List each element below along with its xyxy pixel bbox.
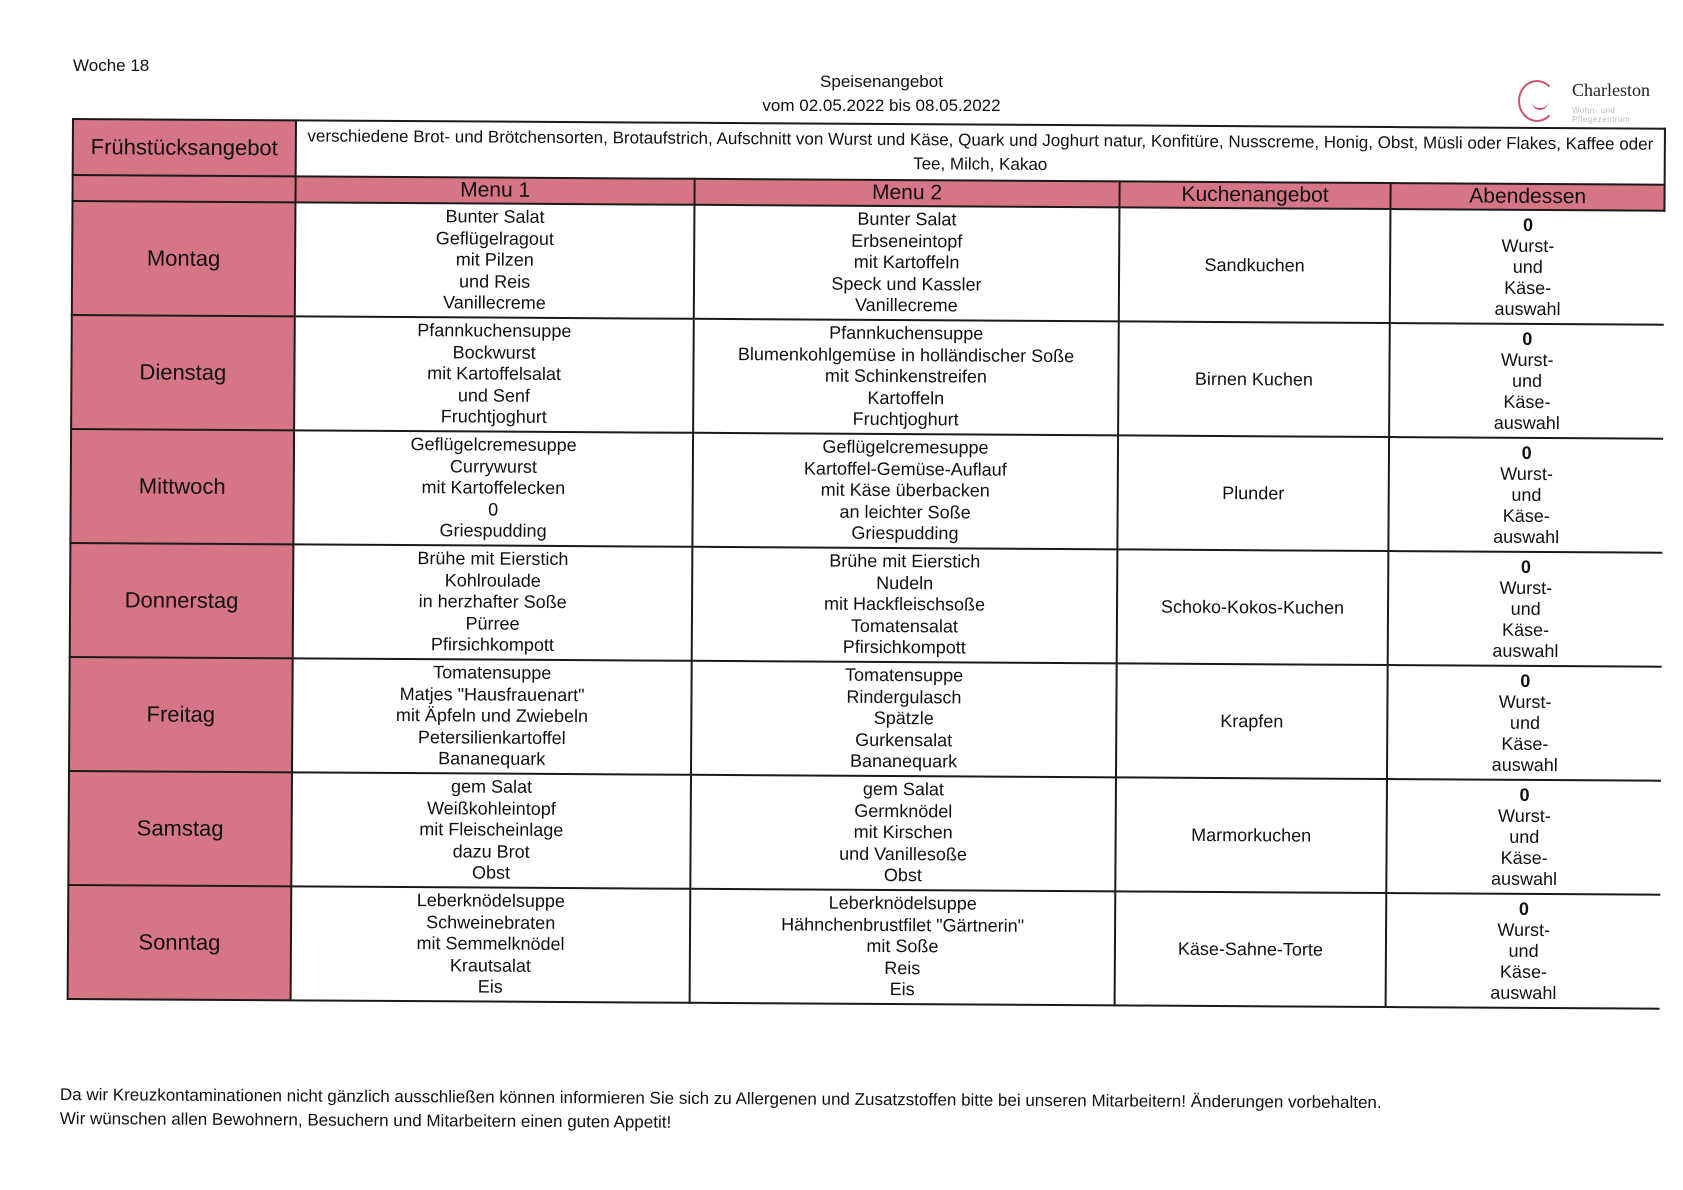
dinner-line: und [1512,256,1543,277]
dinner-line: auswahl [1492,640,1559,661]
dish-line: Geflügelcremesuppe [410,434,577,456]
dinner-count: 0 [1520,670,1531,691]
dish-line: Pfirsichkompott [842,636,966,658]
day-row [70,543,1663,667]
dish-line: Griespudding [851,523,959,544]
breakfast-row [73,119,1665,185]
day-rows [68,201,1665,1009]
dish-line: mit Fleischeinlage [419,819,564,841]
dinner-line: Wurst- [1499,577,1553,598]
day-row [69,657,1662,781]
day-row [70,429,1663,553]
day-label: Samstag [68,771,292,886]
menu-2-cell [690,889,1115,1006]
dinner-cell [1390,209,1664,325]
dish-line: und Reis [459,271,531,292]
cake-cell: Schoko-Kokos-Kuchen [1116,549,1388,665]
menu-1-cell [291,772,691,888]
dish-line: Rindergulasch [846,686,962,708]
dish-line: mit Soße [866,936,939,957]
dinner-cell [1386,893,1660,1009]
week-label: Woche 18 [73,56,150,75]
dinner-line: und [1509,826,1540,847]
document-title [0,70,1683,118]
appetite-wish: Wir wünschen allen Bewohnern, Besuchern und Mitarbeitern einen guten Appetit! [59,1108,672,1132]
dish-line: Kartoffel-Gemüse-Auflauf [803,458,1007,480]
header-menu-2: Menu 2 [695,179,1119,208]
dinner-line: Käse- [1504,277,1552,298]
cake-cell: Marmorkuchen [1115,777,1387,893]
dish-line: und Senf [457,385,531,406]
day-label: Dienstag [71,315,295,430]
dish-line: Brühe mit Eierstich [417,548,569,570]
dish-line: Pfannkuchensuppe [829,322,984,344]
dish-line: mit Kartoffelsalat [427,363,561,385]
dish-line: Speck und Kassler [831,273,982,295]
dinner-line: auswahl [1493,412,1560,433]
dinner-line: Käse- [1503,391,1551,412]
dinner-line: Wurst- [1498,805,1551,826]
day-row [72,201,1665,325]
dish-line: Bunter Salat [445,206,545,228]
dish-line: Eis [477,976,503,997]
menu-2-cell [693,319,1118,436]
dish-line: Tomatensuppe [844,664,964,686]
day-row [68,771,1661,895]
dish-line: Weißkohleintopf [426,797,556,819]
menu-2-cell [691,775,1116,892]
dish-line: Pfirsichkompott [430,634,554,656]
dish-line: Pfannkuchensuppe [417,320,572,342]
dinner-cell [1389,437,1663,553]
dinner-line: auswahl [1493,526,1560,547]
dish-line: mit Äpfeln und Zwiebeln [395,705,589,727]
cake-cell: Birnen Kuchen [1118,321,1390,437]
header-abendessen: Abendessen [1391,183,1665,211]
dish-line: 0 [488,499,499,520]
dish-line: Brühe mit Eierstich [829,550,981,572]
dish-line: Germknödel [854,800,953,822]
dish-line: Obst [883,865,922,886]
dish-line: Geflügelcremesuppe [822,436,989,458]
day-label: Freitag [69,657,293,772]
breakfast-text: verschiedene Brot- und Brötchensorten, Brotaufstrich, Aufschnitt von Wurst und Käse, Quark und Joghurt natur, Konfitüre, Nusscreme, Honig, Obst, Müsli oder Flakes, Kaffee oder Tee, Milch, Kakao [296,120,1665,184]
menu-1-cell [291,886,691,1002]
menu-1-cell [295,202,695,318]
header-empty-cell [72,175,295,202]
dish-line: mit Semmelknödel [416,933,565,955]
dish-line: Krautsalat [449,955,532,976]
breakfast-label: Frühstücksangebot [73,119,296,176]
date-range: vom 02.05.2022 bis 08.05.2022 [762,96,1001,115]
dinner-count: 0 [1520,556,1532,577]
dish-line: gem Salat [862,779,944,800]
dinner-line: Käse- [1502,505,1550,526]
dish-line: und Vanillesoße [839,843,967,865]
dish-line: Kartoffeln [867,387,945,409]
dinner-line: Wurst- [1501,235,1555,256]
dish-line: Spätzle [873,708,934,729]
dish-line: Gurkensalat [855,729,953,751]
day-label: Montag [72,201,296,316]
dinner-line: auswahl [1491,754,1558,775]
cake-cell: Krapfen [1116,663,1388,779]
charleston-logo [1518,78,1668,124]
dinner-count: 0 [1522,214,1534,235]
dish-line: Griespudding [439,520,547,542]
title-text: Speisenangebot [820,72,943,91]
dish-line: Pürree [465,613,520,634]
dinner-count: 0 [1521,442,1532,463]
dish-line: Tomatensuppe [433,662,552,684]
day-label: Mittwoch [70,429,294,544]
dish-line: gem Salat [450,776,533,798]
cake-cell: Plunder [1117,435,1389,551]
dish-line: Currywurst [449,456,538,477]
dish-line: Geflügelragout [435,227,554,249]
menu-2-cell [691,661,1116,778]
dish-line: mit Käse überbacken [820,479,990,501]
dinner-line: Wurst- [1497,919,1551,940]
dinner-line: und [1509,712,1541,733]
dinner-cell [1387,665,1661,781]
dinner-line: Käse- [1500,847,1548,868]
dinner-cell [1389,323,1663,439]
dish-line: Bananequark [438,748,546,770]
dish-line: Bockwurst [452,342,536,363]
dinner-count: 0 [1519,784,1530,805]
dinner-line: und [1510,598,1541,619]
dinner-line: auswahl [1490,868,1558,889]
dish-line: Bananequark [849,751,958,772]
dinner-cell [1388,551,1662,667]
dish-line: Hähnchenbrustfilet "Gärtnerin" [781,914,1025,936]
menu-2-cell [692,547,1117,664]
dish-line: in herzhafter Soße [418,591,567,613]
dish-line: mit Kartoffelecken [421,477,566,499]
dinner-line: auswahl [1490,982,1557,1003]
dish-line: Blumenkohlgemüse in holländischer Soße [737,343,1075,366]
dish-line: Erbseneintopf [851,230,963,252]
dish-line: mit Kirschen [853,822,953,843]
dish-line: Fruchtjoghurt [440,406,547,428]
dish-line: mit Hackfleischsoße [823,593,986,615]
menu-1-cell [293,430,693,546]
logo-subtitle: Wohn- und Pflegezentrum [1572,106,1631,124]
day-row [71,315,1664,439]
dish-line: dazu Brot [452,841,530,862]
dinner-line: und [1512,370,1543,391]
dinner-line: Wurst- [1500,349,1554,370]
dish-line: Obst [471,862,511,883]
dish-line: Fruchtjoghurt [852,409,959,430]
menu-2-cell [694,205,1119,322]
menu-1-cell [292,658,692,774]
dinner-count: 0 [1518,898,1529,919]
dish-line: Bunter Salat [857,209,957,230]
dinner-cell [1387,779,1661,895]
dinner-line: Wurst- [1500,463,1553,484]
dish-line: Nudeln [876,572,934,594]
dish-line: Vanillecreme [443,292,546,314]
day-label: Sonntag [68,885,292,1000]
dish-line: Vanillecreme [854,295,958,316]
logo-name: Charleston [1572,80,1650,100]
day-row [68,885,1661,1009]
dinner-line: und [1511,484,1542,505]
footer-notice [60,1083,1382,1139]
menu-1-cell [294,316,694,432]
dish-line: Reis [884,957,921,978]
dish-line: Leberknödelsuppe [416,890,565,912]
dish-line: Kohlroulade [444,570,541,591]
dish-line: Leberknödelsuppe [828,892,977,914]
dish-line: Schweinebraten [426,911,556,933]
dinner-line: Käse- [1499,961,1548,982]
menu-2-cell [693,433,1118,550]
header-kuchenangebot: Kuchenangebot [1119,181,1391,209]
menu-1-cell [293,544,693,660]
dish-line: an leichter Soße [839,501,971,523]
dinner-count: 0 [1522,328,1533,349]
dinner-line: Käse- [1501,733,1549,754]
dish-line: Matjes "Hausfrauenart" [399,683,585,705]
day-label: Donnerstag [70,543,294,658]
cake-cell: Sandkuchen [1118,207,1390,323]
dish-line: mit Schinkenstreifen [824,365,988,387]
dinner-line: Wurst- [1498,691,1552,712]
dish-line: Eis [889,979,915,1000]
dinner-line: Käse- [1501,619,1550,640]
weekly-menu-table [67,118,1666,1010]
dish-line: mit Kartoffeln [853,252,960,273]
header-menu-1: Menu 1 [295,176,695,204]
dish-line: Petersilienkartoffel [417,726,566,748]
cake-cell: Käse-Sahne-Torte [1114,891,1386,1007]
dish-line: mit Pilzen [455,249,534,271]
dinner-line: und [1508,940,1539,961]
allergen-notice: Da wir Kreuzkontaminationen nicht gänzlich ausschließen können informieren Sie sich zu Allergenen und Zusatzstoffen bitte bei unseren Mitarbeitern! Änderungen vorbehalten. [59,1085,1382,1113]
dinner-line: auswahl [1494,298,1561,319]
dish-line: Tomatensalat [850,615,958,637]
